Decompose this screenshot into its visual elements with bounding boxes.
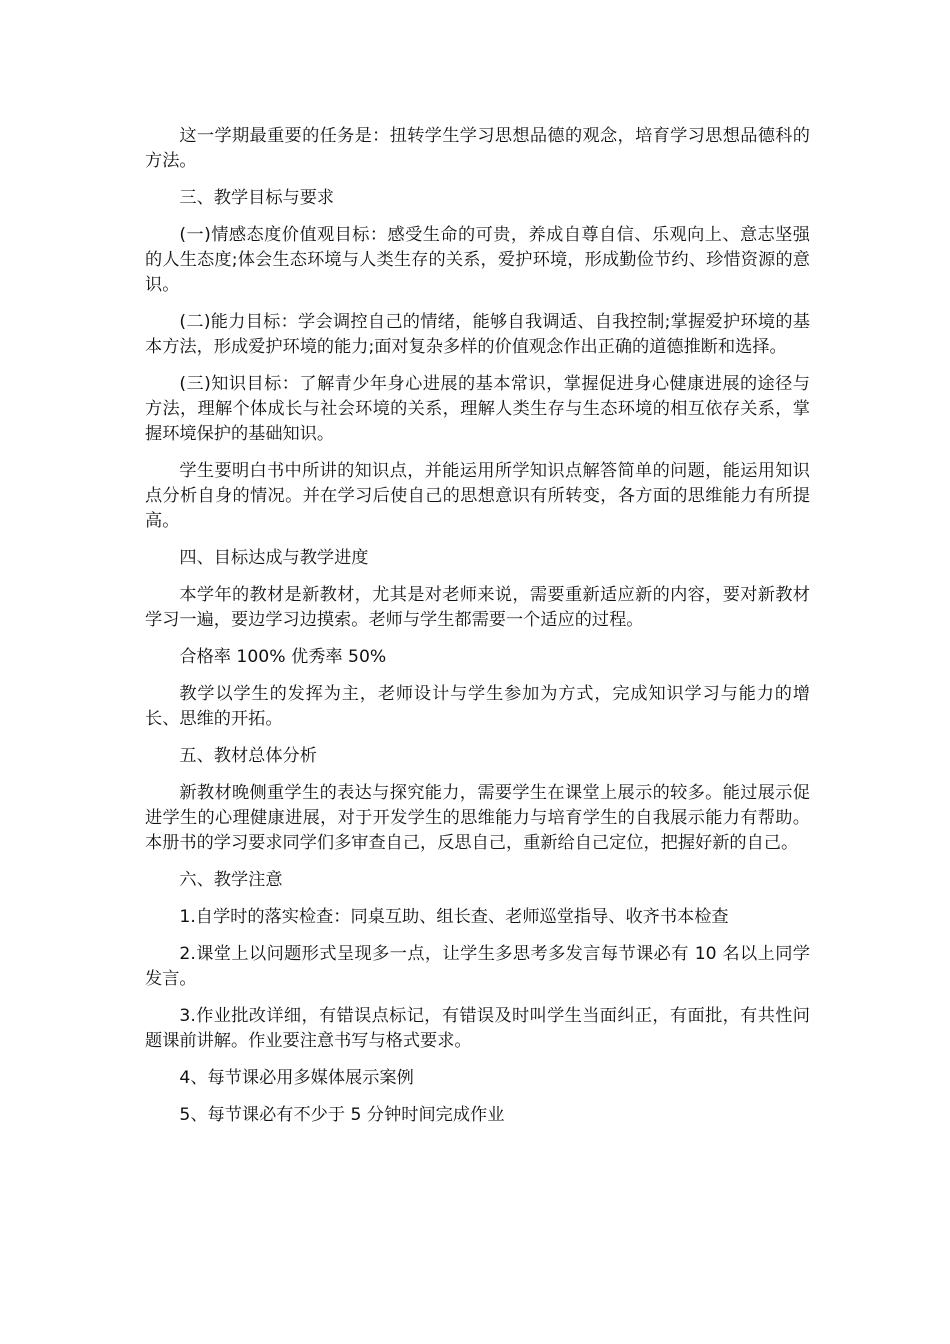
note-item-2: 2.课堂上以问题形式呈现多一点，让学生多思考多发言每节课必有 10 名以上同学发言。 xyxy=(145,944,810,989)
pass-rate-line: 合格率 100% 优秀率 50% xyxy=(179,647,387,667)
note-item-3: 3.作业批改详细，有错误点标记，有错误及时叫学生当面纠正，有面批，有共性问题课前讲解。作业要注意书写与格式要求。 xyxy=(145,1006,810,1051)
document-page xyxy=(145,124,810,1140)
intro-paragraph: 这一学期最重要的任务是：扭转学生学习思想品德的观念，培育学习思想品德科的方法。 xyxy=(145,126,810,171)
section-heading-objectives: 三、教学目标与要求 xyxy=(179,188,335,208)
objective-ability-paragraph: (二)能力目标：学会调控自己的情绪，能够自我调适、自我控制;掌握爱护环境的基本方法，形成爱护环境的能力;面对复杂多样的价值观念作出正确的道德推断和选择。 xyxy=(145,312,810,357)
section-heading-notes: 六、教学注意 xyxy=(179,870,283,890)
teaching-method-paragraph: 教学以学生的发挥为主，老师设计与学生参加为方式，完成知识学习与能力的增长、思维的开拓。 xyxy=(145,684,810,729)
student-requirement-paragraph: 学生要明白书中所讲的知识点，并能运用所学知识点解答简单的问题，能运用知识点分析自身的情况。并在学习后使自己的思想意识有所转变，各方面的思维能力有所提高。 xyxy=(145,461,810,531)
objective-knowledge-paragraph: (三)知识目标：了解青少年身心进展的基本常识，掌握促进身心健康进展的途径与方法，理解个体成长与社会环境的关系，理解人类生存与生态环境的相互依存关系，掌握环境保护的基础知识。 xyxy=(145,374,810,444)
new-textbook-paragraph: 本学年的教材是新教材，尤其是对老师来说，需要重新适应新的内容，要对新教材学习一遍，要边学习边摸索。老师与学生都需要一个适应的过程。 xyxy=(145,585,810,630)
note-item-1: 1.自学时的落实检查：同桌互助、组长查、老师巡堂指导、收齐书本检查 xyxy=(179,907,729,927)
section-heading-analysis: 五、教材总体分析 xyxy=(179,746,317,766)
textbook-analysis-paragraph: 新教材晚侧重学生的表达与探究能力，需要学生在课堂上展示的较多。能过展示促进学生的心理健康进展，对于开发学生的思维能力与培育学生的自我展示能力有帮助。本册书的学习要求同学们多审查自己，反思自己，重新给自己定位，把握好新的自己。 xyxy=(145,783,810,853)
note-item-5: 5、每节课必有不少于 5 分钟时间完成作业 xyxy=(179,1105,505,1125)
section-heading-progress: 四、目标达成与教学进度 xyxy=(179,548,369,568)
note-item-4: 4、每节课必用多媒体展示案例 xyxy=(179,1068,414,1088)
objective-emotion-paragraph: (一)情感态度价值观目标：感受生命的可贵，养成自尊自信、乐观向上、意志坚强的人生态度;体会生态环境与人类生存的关系，爱护环境，形成勤俭节约、珍惜资源的意识。 xyxy=(145,225,810,295)
